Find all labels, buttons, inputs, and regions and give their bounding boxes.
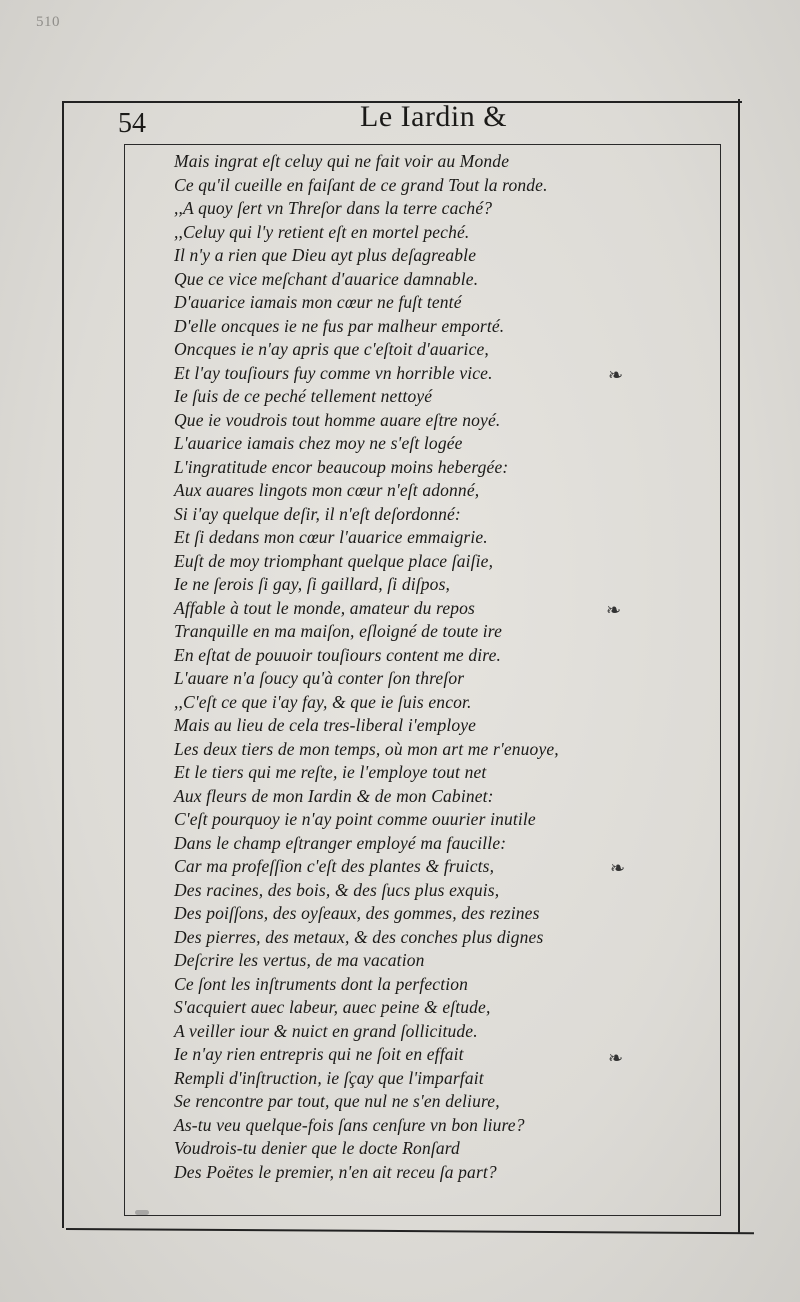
running-head: Le Iardin & <box>360 100 508 133</box>
verse-line: Ce ſont les inſtruments dont la perfection <box>174 973 469 994</box>
verse-line: A veiller iour & nuict en grand ſollicitude. <box>174 1020 478 1041</box>
frame-rule-left <box>62 101 64 1228</box>
margin-flourish-icon: ❧ <box>610 858 626 878</box>
verse-line: Des Poëtes le premier, n'en ait receu ſa part? <box>174 1161 497 1182</box>
margin-flourish-icon: ❧ <box>608 365 624 385</box>
verse-line: Des poiſſons, des oyſeaux, des gommes, des rezines <box>174 903 540 923</box>
verse-line: Car ma profeſſion c'eſt des plantes & fruicts, <box>174 856 495 876</box>
verse-line: L'ingratitude encor beaucoup moins hebergée: <box>174 456 509 477</box>
verse-line: Tranquille en ma maiſon, eſloigné de toute ire <box>174 621 503 641</box>
verse-line: D'auarice iamais mon cœur ne fuſt tenté <box>174 292 462 312</box>
verse-line: Mais ingrat eſt celuy qui ne fait voir au Monde <box>174 151 510 171</box>
verse-line: Ie ne ſerois ſi gay, ſi gaillard, ſi diſpos, <box>174 574 451 594</box>
verse-block <box>174 150 734 1184</box>
page-number: 54 <box>118 108 146 139</box>
verse-line: Mais au lieu de cela tres-liberal i'employe <box>174 715 477 735</box>
verse-line: Et le tiers qui me reſte, ie l'employe tout net <box>174 762 487 782</box>
frame-rule-bottom <box>66 1228 754 1234</box>
margin-flourish-icon: ❧ <box>606 600 622 620</box>
verse-line: ,,C'eſt ce que i'ay fay, & que ie ſuis encor. <box>174 691 472 712</box>
verse-line: Rempli d'inſtruction, ie ſçay que l'imparfait <box>174 1067 484 1088</box>
verse-line: Se rencontre par tout, que nul ne s'en deliure, <box>174 1091 500 1111</box>
verse-line: Aux auares lingots mon cœur n'eſt adonné, <box>174 480 480 500</box>
verse-line: En eſtat de pouuoir touſiours content me dire. <box>174 644 502 665</box>
ink-smudge <box>135 1210 149 1215</box>
verse-line: Euſt de moy triomphant quelque place ſaiſie, <box>174 550 494 571</box>
verse-line: Que ie voudrois tout homme auare eſtre noyé. <box>174 409 501 430</box>
verse-line: As-tu veu quelque-fois ſans cenſure vn bon liure? <box>174 1114 525 1135</box>
verse-line: Des racines, des bois, & des ſucs plus exquis, <box>174 879 500 900</box>
margin-flourish-icon: ❧ <box>608 1048 624 1068</box>
folio-mark: 510 <box>36 14 60 30</box>
verse-line: L'auare n'a ſoucy qu'à conter ſon threſor <box>174 668 465 688</box>
verse-line: Voudrois-tu denier que le docte Ronſard <box>174 1138 460 1158</box>
verse-line: Ie n'ay rien entrepris qui ne ſoit en effait <box>174 1044 464 1064</box>
verse-line: Des pierres, des metaux, & des conches plus dignes <box>174 926 544 947</box>
verse-line: ,,Celuy qui l'y retient eſt en mortel peché. <box>174 221 470 242</box>
verse-line: C'eſt pourquoy ie n'ay point comme ouurier inutile <box>174 809 536 829</box>
verse-line: D'elle oncques ie ne fus par malheur emporté. <box>174 315 505 336</box>
verse-line: S'acquiert auec labeur, auec peine & eſtude, <box>174 997 491 1017</box>
verse-line: Les deux tiers de mon temps, où mon art me r'enuoye, <box>174 738 559 759</box>
verse-line: Si i'ay quelque deſir, il n'eſt deſordonné: <box>174 503 461 524</box>
frame-rule-right <box>738 99 740 1234</box>
verse-line: Dans le champ eſtranger employé ma faucille: <box>174 832 507 853</box>
verse-line: Ce qu'il cueille en faiſant de ce grand Tout la ronde. <box>174 174 548 195</box>
verse-line: Et l'ay touſiours fuy comme vn horrible vice. <box>174 362 493 383</box>
verse-line: Que ce vice meſchant d'auarice damnable. <box>174 268 479 289</box>
verse-line: ,,A quoy ſert vn Threſor dans la terre caché? <box>174 198 493 218</box>
verse-line: Ie ſuis de ce peché tellement nettoyé <box>174 386 433 406</box>
verse-line: Et ſi dedans mon cœur l'auarice emmaigrie. <box>174 527 488 547</box>
verse-line: Affable à tout le monde, amateur du repos <box>174 597 476 618</box>
verse-line: Deſcrire les vertus, de ma vacation <box>174 950 425 970</box>
verse-line: Il n'y a rien que Dieu ayt plus deſagreable <box>174 245 477 265</box>
verse-line: Oncques ie n'ay apris que c'eſtoit d'auarice, <box>174 339 489 359</box>
verse-line: Aux fleurs de mon Iardin & de mon Cabinet: <box>174 785 494 806</box>
verse-line: L'auarice iamais chez moy ne s'eſt logée <box>174 433 463 453</box>
